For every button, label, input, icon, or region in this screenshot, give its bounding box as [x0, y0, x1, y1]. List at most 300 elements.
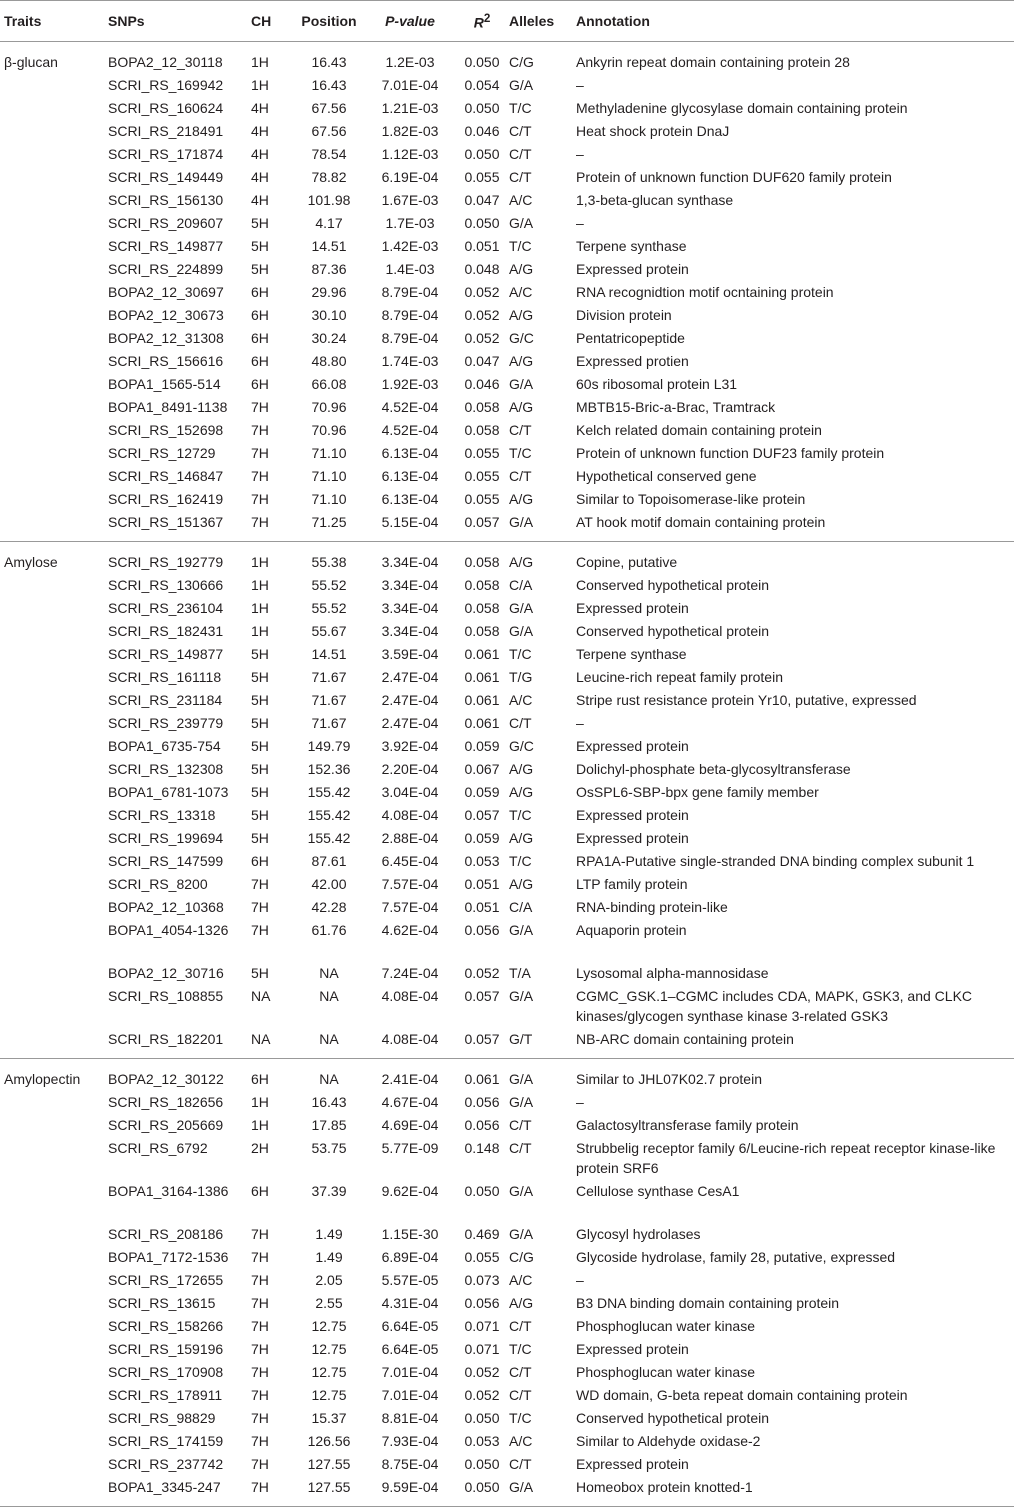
table-row — [0, 963, 1014, 986]
cell-pvalue: 2.47E-04 — [381, 714, 439, 731]
cell-trait — [0, 282, 108, 305]
cell-annotation: Conserved hypothetical protein — [576, 1409, 770, 1426]
cell-r2: 0.055 — [464, 1248, 500, 1265]
cell-pvalue: 6.19E-04 — [381, 168, 439, 185]
cell-alleles: A/G — [509, 829, 534, 846]
cell-position: 155.42 — [307, 829, 351, 846]
table-row — [0, 986, 1014, 1029]
cell-trait — [0, 805, 108, 828]
cell-position: 15.37 — [311, 1409, 347, 1426]
cell-position: 12.75 — [311, 1340, 347, 1357]
cell-alleles: A/G — [509, 875, 534, 892]
cell-snp: SCRI_RS_174159 — [108, 1432, 224, 1449]
cell-position: 71.67 — [311, 691, 347, 708]
cell-snp: SCRI_RS_156616 — [108, 352, 224, 369]
cell-position: NA — [293, 1029, 365, 1059]
cell-r2: 0.056 — [464, 921, 500, 938]
cell-pvalue: 4.67E-04 — [381, 1093, 439, 1110]
cell-annotation: RNA recognidtion motif ocntaining protein — [576, 283, 834, 300]
cell-position: 78.54 — [311, 145, 347, 162]
cell-position: 149.79 — [307, 737, 351, 754]
cell-pvalue: 1.2E-03 — [385, 53, 435, 70]
cell-snp: SCRI_RS_13615 — [108, 1294, 216, 1311]
cell-alleles: A/C — [509, 283, 533, 300]
cell-ch: 7H — [251, 1225, 269, 1242]
cell-ch: 7H — [251, 1271, 269, 1288]
cell-position: 78.82 — [311, 168, 347, 185]
cell-annotation: Strubbelig receptor family 6/Leucine-rich repeat receptor kinase-like protein SRF6 — [576, 1139, 996, 1176]
cell-annotation: Aquaporin protein — [576, 921, 687, 938]
table-row — [0, 828, 1014, 851]
table-row — [0, 1247, 1014, 1270]
table-row — [0, 1115, 1014, 1138]
cell-trait — [0, 121, 108, 144]
cell-snp: BOPA2_12_10368 — [108, 898, 224, 915]
cell-trait — [0, 1224, 108, 1247]
cell-pvalue: 1.12E-03 — [381, 145, 439, 162]
cell-snp: SCRI_RS_178911 — [108, 1386, 223, 1403]
cell-alleles: G/A — [509, 1477, 576, 1507]
table-row — [0, 397, 1014, 420]
cell-position: 101.98 — [307, 191, 351, 208]
cell-pvalue: 1.7E-03 — [385, 214, 435, 231]
cell-annotation: Homeobox protein knotted-1 — [576, 1477, 1014, 1507]
cell-r2: 0.050 — [464, 99, 500, 116]
cell-position: 16.43 — [311, 76, 347, 93]
header-ch: CH — [251, 1, 293, 42]
cell-ch: 7H — [251, 1317, 269, 1334]
cell-r2: 0.051 — [464, 237, 500, 254]
cell-pvalue: 3.34E-04 — [381, 553, 439, 570]
cell-r2: 0.071 — [464, 1340, 500, 1357]
cell-snp: SCRI_RS_130666 — [108, 576, 224, 593]
cell-position: 12.75 — [311, 1363, 347, 1380]
cell-snp: SCRI_RS_170908 — [108, 1363, 224, 1380]
cell-trait — [0, 259, 108, 282]
cell-r2: 0.051 — [464, 875, 500, 892]
cell-trait — [0, 667, 108, 690]
cell-snp: SCRI_RS_237742 — [108, 1455, 224, 1472]
cell-ch: 7H — [251, 1340, 269, 1357]
table-header — [0, 1, 1014, 42]
table-row — [0, 512, 1014, 542]
cell-trait — [0, 1408, 108, 1431]
cell-ch: 5H — [251, 260, 269, 277]
cell-ch: 4H — [251, 122, 269, 139]
cell-snp: BOPA2_12_30118 — [108, 53, 223, 70]
cell-position: 155.42 — [307, 806, 351, 823]
table-row — [0, 1454, 1014, 1477]
cell-trait — [0, 644, 108, 667]
cell-ch: 7H — [251, 921, 269, 938]
cell-annotation: Similar to Aldehyde oxidase-2 — [576, 1432, 761, 1449]
cell-r2: 0.052 — [464, 964, 500, 981]
cell-trait — [0, 828, 108, 851]
table-row — [0, 1181, 1014, 1224]
cell-snp: SCRI_RS_224899 — [108, 260, 224, 277]
cell-snp: SCRI_RS_218491 — [108, 122, 224, 139]
cell-pvalue: 6.64E-05 — [381, 1340, 439, 1357]
cell-trait — [0, 1270, 108, 1293]
cell-r2: 0.058 — [464, 599, 500, 616]
cell-position: 4.17 — [315, 214, 343, 231]
cell-position: 42.28 — [311, 898, 347, 915]
cell-position: 14.51 — [311, 645, 347, 662]
cell-r2: 0.469 — [464, 1225, 500, 1242]
cell-pvalue: 4.69E-04 — [381, 1116, 439, 1133]
cell-pvalue: 9.62E-04 — [381, 1182, 439, 1199]
cell-ch: 5H — [251, 783, 269, 800]
cell-annotation: Phosphoglucan water kinase — [576, 1363, 756, 1380]
cell-r2: 0.057 — [464, 987, 500, 1004]
cell-position: 71.25 — [293, 512, 365, 542]
table-body — [0, 41, 1014, 1506]
cell-annotation: Lysosomal alpha-mannosidase — [576, 964, 769, 981]
cell-position: 71.10 — [311, 467, 347, 484]
table-row — [0, 1270, 1014, 1293]
cell-alleles: C/T — [509, 1363, 532, 1380]
cell-pvalue: 1.4E-03 — [385, 260, 435, 277]
cell-ch: 4H — [251, 191, 269, 208]
table-row — [0, 1224, 1014, 1247]
cell-snp: SCRI_RS_236104 — [108, 599, 224, 616]
cell-r2: 0.050 — [464, 1455, 500, 1472]
cell-ch: 1H — [251, 76, 269, 93]
header-alleles: Alleles — [509, 1, 576, 42]
cell-snp: SCRI_RS_147599 — [108, 852, 224, 869]
cell-pvalue: 8.79E-04 — [381, 306, 439, 323]
cell-r2: 0.055 — [464, 444, 500, 461]
cell-ch: 5H — [251, 714, 269, 731]
cell-trait — [0, 190, 108, 213]
cell-pvalue: 6.13E-04 — [381, 490, 439, 507]
cell-r2: 0.057 — [455, 512, 509, 542]
cell-ch: 4H — [251, 99, 269, 116]
cell-pvalue: 1.74E-03 — [381, 352, 439, 369]
cell-snp: SCRI_RS_231184 — [108, 691, 223, 708]
cell-position: 66.08 — [311, 375, 347, 392]
cell-pvalue: 3.34E-04 — [381, 622, 439, 639]
cell-ch: 1H — [251, 1093, 269, 1110]
cell-position: NA — [319, 987, 339, 1004]
cell-snp: SCRI_RS_192779 — [108, 553, 224, 570]
cell-annotation: – — [576, 76, 584, 93]
cell-pvalue: 2.88E-04 — [381, 829, 439, 846]
cell-snp: SCRI_RS_208186 — [108, 1225, 224, 1242]
cell-annotation: Copine, putative — [576, 553, 678, 570]
cell-snp: BOPA1_4054-1326 — [108, 921, 229, 938]
cell-ch: 6H — [251, 283, 269, 300]
cell-annotation: Expressed protein — [576, 599, 689, 616]
cell-ch: 7H — [251, 490, 269, 507]
table-row — [0, 328, 1014, 351]
cell-pvalue: 8.79E-04 — [381, 329, 439, 346]
cell-pvalue: 1.15E-30 — [381, 1225, 439, 1242]
cell-snp: BOPA1_3345-247 — [108, 1477, 251, 1507]
cell-position: 1.49 — [315, 1225, 343, 1242]
cell-trait — [0, 1477, 108, 1507]
cell-ch: 4H — [251, 168, 269, 185]
table-row — [0, 598, 1014, 621]
cell-alleles: C/T — [509, 1317, 532, 1334]
cell-snp: BOPA2_12_30716 — [108, 964, 224, 981]
cell-annotation: 1,3-beta-glucan synthase — [576, 191, 734, 208]
cell-alleles: G/C — [509, 329, 534, 346]
cell-r2: 0.067 — [464, 760, 500, 777]
cell-ch: 5H — [251, 214, 269, 231]
cell-ch: 5H — [251, 806, 269, 823]
cell-ch: 7H — [251, 398, 269, 415]
cell-alleles: C/T — [509, 1139, 532, 1156]
cell-pvalue: 7.57E-04 — [381, 875, 439, 892]
cell-alleles: G/A — [509, 375, 534, 392]
cell-r2: 0.148 — [464, 1139, 500, 1156]
cell-position: 12.75 — [311, 1317, 347, 1334]
cell-trait — [0, 512, 108, 542]
cell-r2: 0.061 — [464, 668, 500, 685]
cell-alleles: C/A — [509, 898, 533, 915]
cell-r2: 0.052 — [464, 1363, 500, 1380]
cell-pvalue: 1.82E-03 — [381, 122, 439, 139]
table-row — [0, 1058, 1014, 1092]
cell-ch: 5H — [251, 737, 269, 754]
cell-annotation: Protein of unknown function DUF23 family protein — [576, 444, 885, 461]
cell-snp: BOPA2_12_31308 — [108, 329, 224, 346]
cell-ch: 5H — [251, 645, 269, 662]
cell-r2: 0.048 — [464, 260, 500, 277]
cell-annotation: MBTB15-Bric-a-Brac, Tramtrack — [576, 398, 776, 415]
cell-pvalue: 3.92E-04 — [381, 737, 439, 754]
cell-ch: 5H — [251, 691, 269, 708]
cell-position: 67.56 — [311, 122, 347, 139]
cell-ch: 6H — [251, 1182, 269, 1199]
table-row — [0, 236, 1014, 259]
cell-ch: 1H — [251, 599, 269, 616]
cell-alleles: T/C — [509, 852, 532, 869]
cell-position: 127.55 — [293, 1477, 365, 1507]
cell-r2: 0.058 — [464, 421, 500, 438]
cell-r2: 0.055 — [464, 467, 500, 484]
cell-position: 12.75 — [311, 1386, 347, 1403]
cell-r2: 0.047 — [464, 191, 500, 208]
cell-ch: 7H — [251, 1409, 269, 1426]
cell-annotation: Hypothetical conserved gene — [576, 467, 757, 484]
cell-annotation: Conserved hypothetical protein — [576, 622, 770, 639]
cell-position: 127.55 — [307, 1455, 351, 1472]
cell-annotation: Similar to Topoisomerase-like protein — [576, 490, 806, 507]
cell-r2: 0.052 — [464, 283, 500, 300]
cell-trait — [0, 713, 108, 736]
cell-annotation: Dolichyl-phosphate beta-glycosyltransferase — [576, 760, 851, 777]
cell-snp: SCRI_RS_98829 — [108, 1409, 216, 1426]
table-row — [0, 874, 1014, 897]
header-traits: Traits — [0, 1, 108, 42]
cell-r2: 0.061 — [464, 691, 500, 708]
table-row — [0, 1339, 1014, 1362]
cell-trait — [0, 690, 108, 713]
cell-pvalue: 7.01E-04 — [381, 1363, 439, 1380]
cell-r2: 0.052 — [464, 306, 500, 323]
cell-trait — [0, 782, 108, 805]
cell-trait — [0, 1092, 108, 1115]
cell-pvalue: 6.45E-04 — [381, 852, 439, 869]
cell-alleles: C/T — [509, 421, 532, 438]
cell-position: 67.56 — [311, 99, 347, 116]
cell-annotation: NB-ARC domain containing protein — [576, 1029, 1014, 1059]
cell-annotation: Methyladenine glycosylase domain containing protein — [576, 99, 908, 116]
cell-annotation: Expressed protein — [576, 1455, 689, 1472]
cell-position: 30.24 — [311, 329, 347, 346]
table-row — [0, 897, 1014, 920]
cell-alleles: C/T — [509, 122, 532, 139]
cell-position: 55.67 — [311, 622, 347, 639]
table-row — [0, 541, 1014, 575]
cell-r2: 0.052 — [464, 1386, 500, 1403]
cell-ch: 7H — [251, 512, 293, 542]
cell-pvalue: 2.47E-04 — [381, 668, 439, 685]
cell-annotation: Expressed protein — [576, 260, 689, 277]
table-row — [0, 144, 1014, 167]
cell-ch: 7H — [251, 1432, 269, 1449]
cell-position: 70.96 — [311, 398, 347, 415]
cell-alleles: G/A — [509, 1225, 534, 1242]
cell-trait — [0, 736, 108, 759]
cell-position: 155.42 — [307, 783, 351, 800]
cell-pvalue: 3.34E-04 — [381, 576, 439, 593]
cell-position: 2.55 — [315, 1294, 343, 1311]
cell-ch: 7H — [251, 421, 269, 438]
cell-trait: β-glucan — [4, 53, 58, 70]
table-row — [0, 466, 1014, 489]
cell-snp: SCRI_RS_149449 — [108, 168, 224, 185]
cell-alleles: C/T — [509, 1455, 532, 1472]
cell-trait — [0, 1385, 108, 1408]
cell-annotation: RPA1A-Putative single-stranded DNA binding complex subunit 1 — [576, 852, 975, 869]
cell-ch: 6H — [251, 375, 269, 392]
cell-pvalue: 4.52E-04 — [381, 398, 439, 415]
cell-annotation: Terpene synthase — [576, 237, 687, 254]
cell-annotation: Stripe rust resistance protein Yr10, putative, expressed — [576, 691, 917, 708]
cell-snp: SCRI_RS_149877 — [108, 237, 224, 254]
cell-annotation: – — [576, 214, 584, 231]
cell-position: 152.36 — [307, 760, 351, 777]
table-row — [0, 190, 1014, 213]
cell-r2: 0.054 — [464, 76, 500, 93]
cell-snp: SCRI_RS_152698 — [108, 421, 224, 438]
header-annotation: Annotation — [576, 1, 1014, 42]
cell-pvalue: 2.20E-04 — [381, 760, 439, 777]
cell-trait: Amylopectin — [4, 1070, 81, 1087]
cell-position: 2.05 — [315, 1271, 343, 1288]
cell-alleles: A/G — [509, 783, 534, 800]
cell-ch: 7H — [251, 1248, 269, 1265]
table-row — [0, 213, 1014, 236]
cell-trait — [0, 1293, 108, 1316]
cell-ch: 7H — [251, 1455, 269, 1472]
cell-pvalue: 3.59E-04 — [381, 645, 439, 662]
cell-alleles: C/A — [509, 576, 533, 593]
cell-ch: 5H — [251, 964, 269, 981]
cell-position: 70.96 — [311, 421, 347, 438]
cell-pvalue: 6.64E-05 — [381, 1317, 439, 1334]
cell-alleles: C/T — [509, 467, 532, 484]
cell-pvalue: 7.24E-04 — [381, 964, 439, 981]
cell-annotation: 60s ribosomal protein L31 — [576, 375, 738, 392]
cell-position: 55.52 — [311, 576, 347, 593]
cell-snp: BOPA1_8491-1138 — [108, 398, 228, 415]
cell-r2: 0.057 — [455, 1029, 509, 1059]
cell-pvalue: 4.08E-04 — [381, 806, 439, 823]
header-position: Position — [293, 1, 365, 42]
cell-snp: BOPA2_12_30122 — [108, 1070, 224, 1087]
cell-r2: 0.047 — [464, 352, 500, 369]
cell-annotation: Ankyrin repeat domain containing protein 28 — [576, 53, 850, 70]
cell-pvalue: 6.13E-04 — [381, 467, 439, 484]
cell-alleles: A/G — [509, 490, 534, 507]
cell-trait — [0, 759, 108, 782]
cell-annotation: OsSPL6-SBP-bpx gene family member — [576, 783, 819, 800]
cell-annotation: WD domain, G-beta repeat domain containing protein — [576, 1386, 908, 1403]
cell-trait — [0, 466, 108, 489]
cell-annotation: Expressed protein — [576, 1340, 689, 1357]
table-row — [0, 690, 1014, 713]
table-row — [0, 98, 1014, 121]
cell-annotation: Conserved hypothetical protein — [576, 576, 770, 593]
table-row — [0, 305, 1014, 328]
cell-alleles: C/G — [509, 53, 534, 70]
cell-ch: 7H — [251, 1386, 269, 1403]
cell-snp: SCRI_RS_209607 — [108, 214, 224, 231]
cell-snp: SCRI_RS_182656 — [108, 1093, 224, 1110]
cell-r2: 0.056 — [464, 1294, 500, 1311]
cell-ch: 7H — [251, 1363, 269, 1380]
cell-annotation: – — [576, 1093, 584, 1110]
cell-annotation: CGMC_GSK.1–CGMC includes CDA, MAPK, GSK3, and CLKC kinases/glycogen synthase kinase 3-related GSK3 — [576, 987, 973, 1024]
cell-r2: 0.071 — [464, 1317, 500, 1334]
cell-ch: 6H — [251, 352, 269, 369]
cell-position: 71.67 — [311, 668, 347, 685]
cell-position: 16.43 — [311, 1093, 347, 1110]
cell-snp: SCRI_RS_156130 — [108, 191, 224, 208]
cell-position: 71.67 — [311, 714, 347, 731]
cell-position: 48.80 — [311, 352, 347, 369]
cell-snp: SCRI_RS_151367 — [108, 512, 251, 542]
cell-annotation: Pentatricopeptide — [576, 329, 685, 346]
cell-ch: 5H — [251, 237, 269, 254]
table-row — [0, 1029, 1014, 1059]
cell-position: 17.85 — [311, 1116, 347, 1133]
cell-snp: SCRI_RS_149877 — [108, 645, 224, 662]
table-row — [0, 1431, 1014, 1454]
cell-ch: 6H — [251, 306, 269, 323]
cell-alleles: T/C — [509, 444, 532, 461]
cell-ch: 7H — [251, 1294, 269, 1311]
cell-annotation: Phosphoglucan water kinase — [576, 1317, 756, 1334]
table-row — [0, 351, 1014, 374]
table-row — [0, 759, 1014, 782]
cell-snp: SCRI_RS_12729 — [108, 444, 216, 461]
table-row — [0, 443, 1014, 466]
cell-alleles: C/T — [509, 168, 532, 185]
cell-alleles: C/G — [509, 1248, 534, 1265]
cell-pvalue: 5.57E-05 — [381, 1271, 439, 1288]
cell-snp: BOPA1_7172-1536 — [108, 1248, 229, 1265]
cell-ch: 2H — [251, 1139, 269, 1156]
cell-snp: SCRI_RS_239779 — [108, 714, 224, 731]
cell-snp: SCRI_RS_132308 — [108, 760, 224, 777]
cell-r2: 0.046 — [464, 375, 500, 392]
table-row — [0, 420, 1014, 443]
